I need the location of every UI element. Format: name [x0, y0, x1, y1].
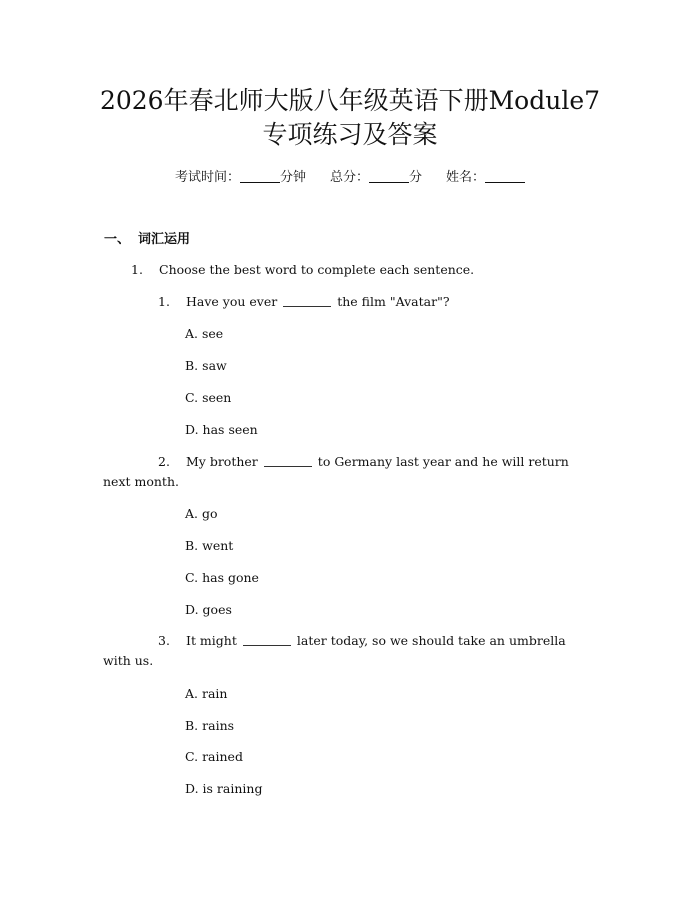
option-letter: D. — [185, 781, 199, 796]
option-text: saw — [202, 358, 227, 373]
option-c[interactable] — [185, 568, 259, 588]
option-text: go — [202, 506, 218, 521]
option-text: has gone — [202, 570, 259, 585]
question-text-before: It might — [186, 633, 237, 648]
question-2 — [158, 452, 569, 472]
option-letter: B. — [185, 538, 199, 553]
option-letter: B. — [185, 358, 199, 373]
option-letter: C. — [185, 749, 199, 764]
time-blank[interactable] — [240, 169, 280, 183]
score-blank[interactable] — [369, 169, 409, 183]
name-label: 姓名： — [446, 170, 486, 185]
option-letter: C. — [185, 390, 199, 405]
exam-meta — [0, 168, 700, 188]
option-c[interactable] — [185, 388, 231, 408]
question-text-before: My brother — [186, 454, 258, 469]
option-text: seen — [202, 390, 232, 405]
option-text: rained — [202, 749, 243, 764]
page-title-line-1: 2026年春北师大版八年级英语下册Module7 — [99, 86, 601, 115]
option-text: rains — [202, 718, 235, 733]
score-label: 总分： — [329, 170, 369, 185]
answer-blank[interactable] — [243, 633, 291, 646]
option-d[interactable] — [185, 420, 258, 440]
question-text-after: to Germany last year and he will return — [317, 454, 569, 469]
section-title: 词汇运用 — [138, 232, 191, 247]
option-letter: A. — [185, 506, 199, 521]
option-a[interactable] — [185, 684, 227, 704]
question-1 — [158, 292, 450, 312]
option-letter: B. — [185, 718, 199, 733]
option-a[interactable] — [185, 504, 218, 524]
option-d[interactable] — [185, 779, 262, 799]
question-3 — [158, 631, 566, 651]
option-letter: A. — [185, 686, 199, 701]
option-b[interactable] — [185, 356, 227, 376]
option-text: went — [202, 538, 234, 553]
question-2-continuation: next month. — [103, 474, 179, 489]
instruction-text: Choose the best word to complete each sentence. — [159, 262, 475, 277]
instruction — [131, 260, 474, 280]
option-d[interactable] — [185, 600, 232, 620]
question-3-continuation: with us. — [103, 653, 154, 668]
section-number: 一、 — [104, 232, 131, 247]
option-b[interactable] — [185, 716, 234, 736]
option-text: goes — [202, 602, 232, 617]
option-text: has seen — [202, 422, 258, 437]
question-number: 1. — [158, 294, 170, 309]
score-unit: 分 — [409, 170, 423, 185]
answer-blank[interactable] — [283, 294, 331, 307]
option-letter: A. — [185, 326, 199, 341]
option-c[interactable] — [185, 747, 243, 767]
question-text-after: the film "Avatar"? — [337, 294, 450, 309]
option-letter: C. — [185, 570, 199, 585]
page-title-line-2: 专项练习及答案 — [262, 120, 438, 149]
time-label: 考试时间： — [174, 170, 240, 185]
section-heading — [104, 230, 190, 250]
option-text: see — [202, 326, 224, 341]
option-a[interactable] — [185, 324, 223, 344]
time-unit: 分钟 — [279, 170, 306, 185]
question-number: 3. — [158, 633, 170, 648]
option-text: is raining — [202, 781, 263, 796]
answer-blank[interactable] — [264, 454, 312, 467]
instruction-number: 1. — [131, 262, 143, 277]
option-b[interactable] — [185, 536, 233, 556]
question-text-before: Have you ever — [186, 294, 278, 309]
question-number: 2. — [158, 454, 170, 469]
option-letter: D. — [185, 602, 199, 617]
name-blank[interactable] — [485, 169, 525, 183]
question-text-after: later today, so we should take an umbrella — [296, 633, 566, 648]
option-letter: D. — [185, 422, 199, 437]
option-text: rain — [202, 686, 228, 701]
